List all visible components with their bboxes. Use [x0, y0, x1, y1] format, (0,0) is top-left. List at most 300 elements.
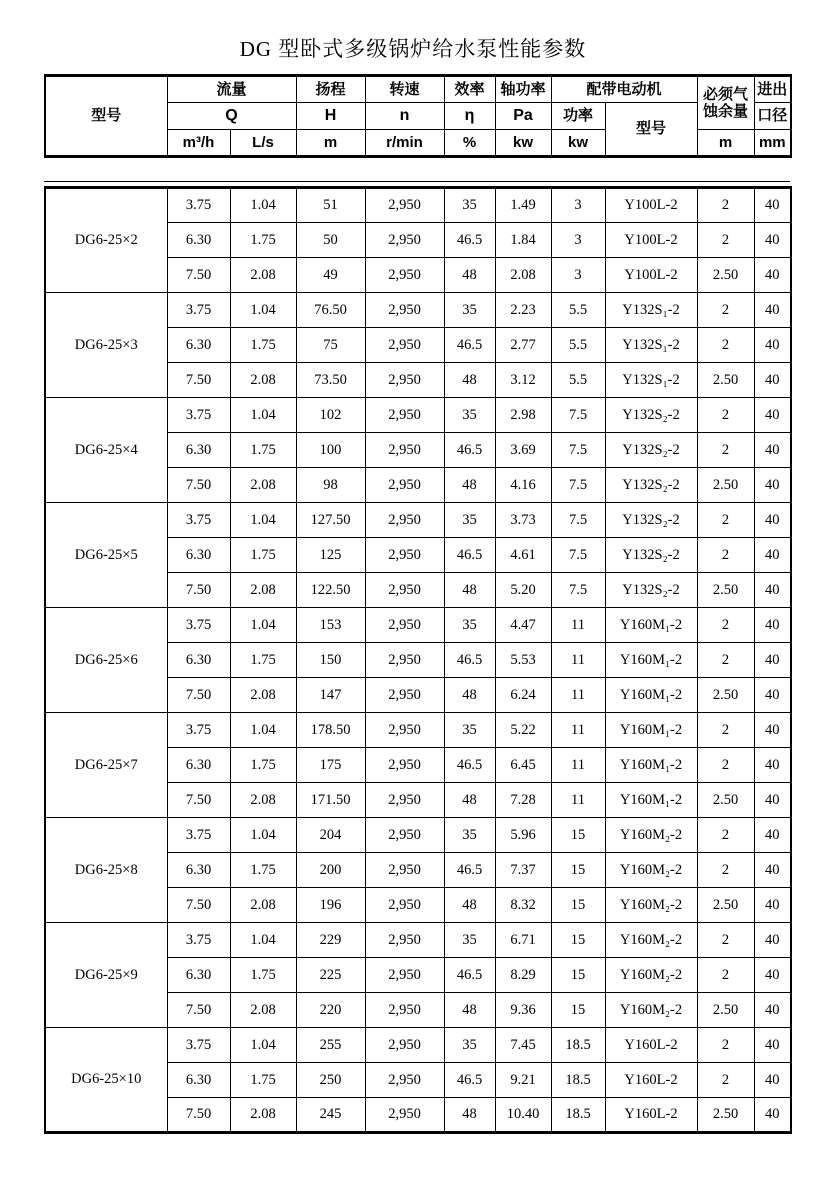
efficiency-cell: 35	[444, 923, 495, 958]
npsh-cell: 2	[697, 713, 754, 748]
flow-m3h-cell: 7.50	[167, 573, 230, 608]
flow-m3h-cell: 6.30	[167, 538, 230, 573]
flow-m3h-cell: 6.30	[167, 1063, 230, 1098]
head-cell: 122.50	[296, 573, 365, 608]
speed-cell: 2,950	[365, 818, 444, 853]
flow-ls-cell: 2.08	[230, 363, 296, 398]
motor-power-cell: 3	[551, 258, 605, 293]
flow-m3h-cell: 6.30	[167, 223, 230, 258]
efficiency-cell: 46.5	[444, 223, 495, 258]
efficiency-cell: 46.5	[444, 328, 495, 363]
head-cell: 225	[296, 958, 365, 993]
flow-ls-cell: 1.04	[230, 503, 296, 538]
unit-efficiency-pct: %	[444, 130, 495, 157]
symbol-shaft-power-pa: Pa	[495, 103, 551, 130]
shaft-power-cell: 10.40	[495, 1098, 551, 1133]
speed-cell: 2,950	[365, 678, 444, 713]
pump-model-cell: DG6-25×2	[45, 188, 167, 293]
speed-cell: 2,950	[365, 958, 444, 993]
efficiency-cell: 35	[444, 1028, 495, 1063]
motor-model-cell: Y160M₁-2	[605, 713, 697, 748]
head-cell: 255	[296, 1028, 365, 1063]
motor-power-cell: 3	[551, 188, 605, 223]
motor-model-cell: Y160M₁-2	[605, 643, 697, 678]
shaft-power-cell: 4.16	[495, 468, 551, 503]
col-header-head: 扬程	[296, 76, 365, 103]
port-diameter-cell: 40	[754, 1028, 791, 1063]
flow-ls-cell: 1.75	[230, 853, 296, 888]
flow-m3h-cell: 7.50	[167, 783, 230, 818]
motor-model-cell: Y132S₂-2	[605, 433, 697, 468]
motor-power-cell: 7.5	[551, 398, 605, 433]
unit-speed-rmin: r/min	[365, 130, 444, 157]
port-diameter-cell: 40	[754, 643, 791, 678]
efficiency-cell: 35	[444, 398, 495, 433]
flow-ls-cell: 1.04	[230, 818, 296, 853]
speed-cell: 2,950	[365, 328, 444, 363]
flow-m3h-cell: 7.50	[167, 1098, 230, 1133]
motor-model-cell: Y160M₂-2	[605, 888, 697, 923]
npsh-cell: 2	[697, 748, 754, 783]
unit-motor-power-kw: kw	[551, 130, 605, 157]
shaft-power-cell: 2.98	[495, 398, 551, 433]
npsh-cell: 2.50	[697, 1098, 754, 1133]
flow-ls-cell: 1.75	[230, 643, 296, 678]
flow-ls-cell: 1.04	[230, 1028, 296, 1063]
head-cell: 229	[296, 923, 365, 958]
head-cell: 220	[296, 993, 365, 1028]
flow-ls-cell: 1.04	[230, 398, 296, 433]
port-diameter-cell: 40	[754, 468, 791, 503]
symbol-flow-q: Q	[167, 103, 296, 130]
speed-cell: 2,950	[365, 1063, 444, 1098]
flow-m3h-cell: 6.30	[167, 748, 230, 783]
pump-model-cell: DG6-25×5	[45, 503, 167, 608]
motor-power-cell: 18.5	[551, 1028, 605, 1063]
flow-ls-cell: 1.04	[230, 923, 296, 958]
pump-model-cell: DG6-25×3	[45, 293, 167, 398]
npsh-cell: 2.50	[697, 783, 754, 818]
head-cell: 204	[296, 818, 365, 853]
flow-m3h-cell: 3.75	[167, 713, 230, 748]
npsh-cell: 2	[697, 503, 754, 538]
head-cell: 125	[296, 538, 365, 573]
efficiency-cell: 48	[444, 468, 495, 503]
head-cell: 50	[296, 223, 365, 258]
npsh-cell: 2	[697, 1028, 754, 1063]
motor-model-cell: Y160L-2	[605, 1028, 697, 1063]
efficiency-cell: 48	[444, 993, 495, 1028]
npsh-cell: 2	[697, 293, 754, 328]
efficiency-cell: 46.5	[444, 748, 495, 783]
flow-ls-cell: 1.04	[230, 608, 296, 643]
motor-power-cell: 11	[551, 643, 605, 678]
speed-cell: 2,950	[365, 713, 444, 748]
flow-ls-cell: 1.04	[230, 713, 296, 748]
flow-ls-cell: 2.08	[230, 888, 296, 923]
motor-power-cell: 15	[551, 958, 605, 993]
port-diameter-cell: 40	[754, 258, 791, 293]
port-diameter-cell: 40	[754, 188, 791, 223]
efficiency-cell: 35	[444, 293, 495, 328]
col-header-efficiency: 效率	[444, 76, 495, 103]
head-cell: 150	[296, 643, 365, 678]
speed-cell: 2,950	[365, 363, 444, 398]
efficiency-cell: 46.5	[444, 643, 495, 678]
motor-power-cell: 11	[551, 608, 605, 643]
npsh-cell: 2.50	[697, 678, 754, 713]
motor-power-cell: 7.5	[551, 433, 605, 468]
shaft-power-cell: 8.29	[495, 958, 551, 993]
speed-cell: 2,950	[365, 258, 444, 293]
pump-model-cell: DG6-25×6	[45, 608, 167, 713]
motor-power-cell: 15	[551, 818, 605, 853]
flow-m3h-cell: 7.50	[167, 363, 230, 398]
efficiency-cell: 35	[444, 713, 495, 748]
speed-cell: 2,950	[365, 748, 444, 783]
motor-model-cell: Y160M₂-2	[605, 923, 697, 958]
efficiency-cell: 46.5	[444, 853, 495, 888]
port-diameter-cell: 40	[754, 923, 791, 958]
header-row-labels	[45, 76, 791, 103]
shaft-power-cell: 7.28	[495, 783, 551, 818]
motor-model-cell: Y160M₂-2	[605, 818, 697, 853]
flow-m3h-cell: 6.30	[167, 328, 230, 363]
shaft-power-cell: 3.73	[495, 503, 551, 538]
head-cell: 102	[296, 398, 365, 433]
npsh-cell: 2	[697, 328, 754, 363]
npsh-cell: 2	[697, 853, 754, 888]
efficiency-cell: 46.5	[444, 1063, 495, 1098]
speed-cell: 2,950	[365, 223, 444, 258]
flow-ls-cell: 1.75	[230, 223, 296, 258]
port-diameter-cell: 40	[754, 503, 791, 538]
motor-model-cell: Y160L-2	[605, 1098, 697, 1133]
shaft-power-cell: 3.12	[495, 363, 551, 398]
shaft-power-cell: 5.20	[495, 573, 551, 608]
motor-power-cell: 5.5	[551, 363, 605, 398]
speed-cell: 2,950	[365, 643, 444, 678]
npsh-cell: 2.50	[697, 363, 754, 398]
shaft-power-cell: 4.47	[495, 608, 551, 643]
efficiency-cell: 48	[444, 1098, 495, 1133]
efficiency-cell: 35	[444, 608, 495, 643]
symbol-speed-n: n	[365, 103, 444, 130]
npsh-cell: 2.50	[697, 468, 754, 503]
port-diameter-cell: 40	[754, 398, 791, 433]
shaft-power-cell: 3.69	[495, 433, 551, 468]
motor-power-cell: 7.5	[551, 503, 605, 538]
speed-cell: 2,950	[365, 433, 444, 468]
shaft-power-cell: 8.32	[495, 888, 551, 923]
col-header-npsh: 必须气蚀余量	[697, 76, 754, 130]
npsh-cell: 2.50	[697, 888, 754, 923]
port-diameter-cell: 40	[754, 748, 791, 783]
flow-ls-cell: 2.08	[230, 993, 296, 1028]
motor-model-cell: Y132S₁-2	[605, 293, 697, 328]
flow-m3h-cell: 3.75	[167, 503, 230, 538]
efficiency-cell: 46.5	[444, 958, 495, 993]
symbol-head-h: H	[296, 103, 365, 130]
motor-power-cell: 11	[551, 678, 605, 713]
shaft-power-cell: 1.84	[495, 223, 551, 258]
efficiency-cell: 48	[444, 783, 495, 818]
motor-model-cell: Y160M₁-2	[605, 608, 697, 643]
head-cell: 196	[296, 888, 365, 923]
motor-model-cell: Y160M₂-2	[605, 853, 697, 888]
port-diameter-cell: 40	[754, 713, 791, 748]
motor-model-cell: Y100L-2	[605, 258, 697, 293]
motor-power-cell: 11	[551, 783, 605, 818]
npsh-cell: 2.50	[697, 258, 754, 293]
speed-cell: 2,950	[365, 188, 444, 223]
pump-model-cell: DG6-25×4	[45, 398, 167, 503]
table-row	[45, 293, 791, 328]
motor-model-cell: Y132S₂-2	[605, 398, 697, 433]
speed-cell: 2,950	[365, 538, 444, 573]
pump-model-cell: DG6-25×8	[45, 818, 167, 923]
flow-m3h-cell: 3.75	[167, 398, 230, 433]
motor-power-cell: 18.5	[551, 1098, 605, 1133]
port-diameter-cell: 40	[754, 1063, 791, 1098]
shaft-power-cell: 5.53	[495, 643, 551, 678]
npsh-cell: 2	[697, 398, 754, 433]
port-diameter-cell: 40	[754, 1098, 791, 1133]
flow-ls-cell: 1.75	[230, 328, 296, 363]
port-diameter-cell: 40	[754, 993, 791, 1028]
motor-power-cell: 15	[551, 853, 605, 888]
flow-m3h-cell: 3.75	[167, 293, 230, 328]
motor-model-cell: Y132S₂-2	[605, 573, 697, 608]
pump-model-cell: DG6-25×10	[45, 1028, 167, 1133]
npsh-cell: 2	[697, 958, 754, 993]
table-row	[45, 503, 791, 538]
pump-model-cell: DG6-25×9	[45, 923, 167, 1028]
unit-port-mm: mm	[754, 130, 791, 157]
flow-m3h-cell: 3.75	[167, 923, 230, 958]
head-cell: 245	[296, 1098, 365, 1133]
flow-m3h-cell: 7.50	[167, 888, 230, 923]
efficiency-cell: 35	[444, 503, 495, 538]
motor-model-cell: Y132S₂-2	[605, 538, 697, 573]
shaft-power-cell: 7.45	[495, 1028, 551, 1063]
port-diameter-cell: 40	[754, 958, 791, 993]
flow-m3h-cell: 6.30	[167, 643, 230, 678]
speed-cell: 2,950	[365, 993, 444, 1028]
motor-model-cell: Y100L-2	[605, 188, 697, 223]
motor-power-cell: 5.5	[551, 328, 605, 363]
shaft-power-cell: 2.23	[495, 293, 551, 328]
efficiency-cell: 46.5	[444, 538, 495, 573]
shaft-power-cell: 2.77	[495, 328, 551, 363]
motor-power-cell: 5.5	[551, 293, 605, 328]
shaft-power-cell: 1.49	[495, 188, 551, 223]
speed-cell: 2,950	[365, 1098, 444, 1133]
table-body-double-rule	[44, 181, 790, 1134]
flow-m3h-cell: 6.30	[167, 958, 230, 993]
flow-ls-cell: 2.08	[230, 468, 296, 503]
motor-model-cell: Y160M₁-2	[605, 678, 697, 713]
motor-model-cell: Y160L-2	[605, 1063, 697, 1098]
head-cell: 49	[296, 258, 365, 293]
port-diameter-cell: 40	[754, 433, 791, 468]
npsh-cell: 2	[697, 643, 754, 678]
npsh-cell: 2	[697, 188, 754, 223]
head-cell: 51	[296, 188, 365, 223]
speed-cell: 2,950	[365, 783, 444, 818]
flow-m3h-cell: 3.75	[167, 188, 230, 223]
shaft-power-cell: 9.36	[495, 993, 551, 1028]
npsh-cell: 2	[697, 608, 754, 643]
port-diameter-cell: 40	[754, 363, 791, 398]
flow-m3h-cell: 7.50	[167, 993, 230, 1028]
col-header-pump-model: 型号	[45, 76, 167, 157]
performance-table	[44, 186, 792, 1134]
npsh-cell: 2	[697, 223, 754, 258]
head-cell: 76.50	[296, 293, 365, 328]
port-diameter-cell: 40	[754, 223, 791, 258]
port-diameter-cell: 40	[754, 608, 791, 643]
col-header-shaft-power: 轴功率	[495, 76, 551, 103]
col-header-flow: 流量	[167, 76, 296, 103]
motor-model-cell: Y160M₂-2	[605, 958, 697, 993]
shaft-power-cell: 7.37	[495, 853, 551, 888]
performance-table-header	[44, 74, 792, 158]
unit-npsh-m: m	[697, 130, 754, 157]
speed-cell: 2,950	[365, 398, 444, 433]
flow-m3h-cell: 6.30	[167, 433, 230, 468]
symbol-efficiency-eta: η	[444, 103, 495, 130]
motor-model-cell: Y132S₁-2	[605, 328, 697, 363]
shaft-power-cell: 2.08	[495, 258, 551, 293]
efficiency-cell: 48	[444, 888, 495, 923]
flow-ls-cell: 1.75	[230, 748, 296, 783]
speed-cell: 2,950	[365, 573, 444, 608]
head-cell: 171.50	[296, 783, 365, 818]
table-row	[45, 1028, 791, 1063]
flow-ls-cell: 1.75	[230, 1063, 296, 1098]
unit-head-m: m	[296, 130, 365, 157]
shaft-power-cell: 4.61	[495, 538, 551, 573]
port-diameter-cell: 40	[754, 293, 791, 328]
npsh-cell: 2	[697, 433, 754, 468]
efficiency-cell: 46.5	[444, 433, 495, 468]
col-header-port-line2: 口径	[754, 103, 791, 130]
flow-m3h-cell: 7.50	[167, 258, 230, 293]
port-diameter-cell: 40	[754, 538, 791, 573]
flow-ls-cell: 1.75	[230, 538, 296, 573]
shaft-power-cell: 6.45	[495, 748, 551, 783]
flow-ls-cell: 2.08	[230, 678, 296, 713]
efficiency-cell: 48	[444, 678, 495, 713]
efficiency-cell: 48	[444, 363, 495, 398]
head-cell: 250	[296, 1063, 365, 1098]
npsh-cell: 2	[697, 538, 754, 573]
motor-power-cell: 18.5	[551, 1063, 605, 1098]
page-title: DG 型卧式多级锅炉给水泵性能参数	[239, 37, 587, 61]
motor-model-cell: Y132S₁-2	[605, 363, 697, 398]
port-diameter-cell: 40	[754, 678, 791, 713]
port-diameter-cell: 40	[754, 888, 791, 923]
head-cell: 147	[296, 678, 365, 713]
motor-power-cell: 7.5	[551, 573, 605, 608]
motor-model-cell: Y160M₁-2	[605, 783, 697, 818]
col-header-speed: 转速	[365, 76, 444, 103]
motor-power-cell: 11	[551, 748, 605, 783]
table-row	[45, 608, 791, 643]
head-cell: 200	[296, 853, 365, 888]
table-row	[45, 713, 791, 748]
speed-cell: 2,950	[365, 1028, 444, 1063]
table-row	[45, 923, 791, 958]
speed-cell: 2,950	[365, 468, 444, 503]
speed-cell: 2,950	[365, 923, 444, 958]
efficiency-cell: 35	[444, 818, 495, 853]
head-cell: 73.50	[296, 363, 365, 398]
unit-flow-ls: L/s	[230, 130, 296, 157]
table-row	[45, 818, 791, 853]
flow-ls-cell: 1.75	[230, 958, 296, 993]
col-header-motor-model: 型号	[605, 103, 697, 157]
flow-m3h-cell: 7.50	[167, 678, 230, 713]
unit-shaft-power-kw: kw	[495, 130, 551, 157]
shaft-power-cell: 6.71	[495, 923, 551, 958]
motor-power-cell: 15	[551, 993, 605, 1028]
flow-m3h-cell: 3.75	[167, 1028, 230, 1063]
npsh-cell: 2	[697, 923, 754, 958]
col-header-motor: 配带电动机	[551, 76, 697, 103]
flow-ls-cell: 2.08	[230, 1098, 296, 1133]
unit-flow-m3h: m³/h	[167, 130, 230, 157]
npsh-cell: 2.50	[697, 993, 754, 1028]
flow-ls-cell: 1.75	[230, 433, 296, 468]
flow-m3h-cell: 3.75	[167, 608, 230, 643]
motor-model-cell: Y100L-2	[605, 223, 697, 258]
flow-ls-cell: 1.04	[230, 293, 296, 328]
head-cell: 175	[296, 748, 365, 783]
speed-cell: 2,950	[365, 608, 444, 643]
motor-power-cell: 11	[551, 713, 605, 748]
motor-power-cell: 15	[551, 888, 605, 923]
pump-table-body	[45, 188, 791, 1133]
head-cell: 178.50	[296, 713, 365, 748]
shaft-power-cell: 9.21	[495, 1063, 551, 1098]
flow-ls-cell: 2.08	[230, 573, 296, 608]
flow-ls-cell: 2.08	[230, 258, 296, 293]
head-cell: 100	[296, 433, 365, 468]
motor-model-cell: Y132S₂-2	[605, 468, 697, 503]
port-diameter-cell: 40	[754, 853, 791, 888]
speed-cell: 2,950	[365, 503, 444, 538]
motor-power-cell: 3	[551, 223, 605, 258]
port-diameter-cell: 40	[754, 818, 791, 853]
motor-model-cell: Y160M₁-2	[605, 748, 697, 783]
flow-m3h-cell: 6.30	[167, 853, 230, 888]
flow-ls-cell: 1.04	[230, 188, 296, 223]
shaft-power-cell: 5.22	[495, 713, 551, 748]
motor-power-cell: 15	[551, 923, 605, 958]
shaft-power-cell: 6.24	[495, 678, 551, 713]
head-cell: 127.50	[296, 503, 365, 538]
motor-model-cell: Y132S₂-2	[605, 503, 697, 538]
npsh-cell: 2	[697, 1063, 754, 1098]
npsh-cell: 2	[697, 818, 754, 853]
port-diameter-cell: 40	[754, 783, 791, 818]
head-cell: 98	[296, 468, 365, 503]
motor-power-cell: 7.5	[551, 538, 605, 573]
shaft-power-cell: 5.96	[495, 818, 551, 853]
col-header-port-line1: 进出	[754, 76, 791, 103]
